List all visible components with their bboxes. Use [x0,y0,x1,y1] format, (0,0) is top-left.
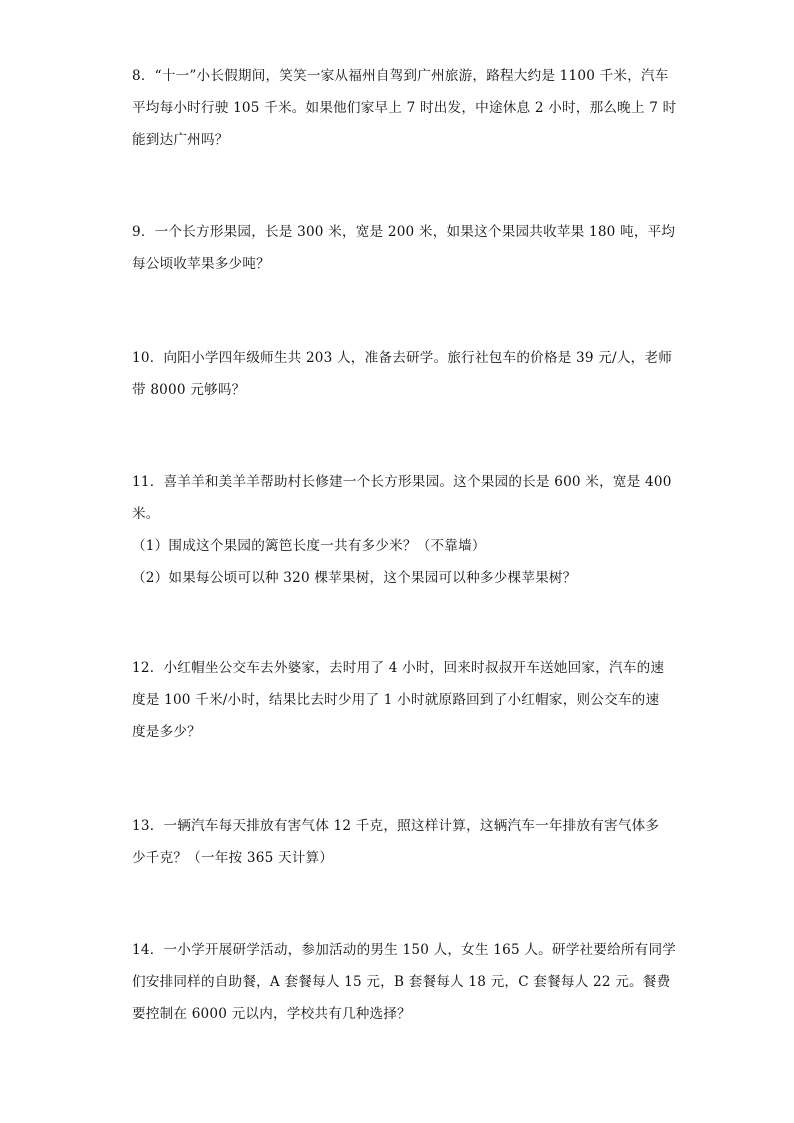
problem-10 [132,342,672,406]
problem-text-line: 少千克？（一年按 365 天计算） [132,850,334,866]
problem-text-line: 每公顷收苹果多少吨？ [132,256,270,272]
problem-text-line: 们安排同样的自助餐，A 套餐每人 15 元，B 套餐每人 18 元，C 套餐每人 22 元。餐费 [132,974,671,990]
problem-11 [132,466,672,594]
problem-14 [132,934,677,1030]
problem-text-line: 度是 100 千米/小时，结果比去时少用了 1 小时就原路回到了小红帽家，则公交车的速 [132,692,660,708]
problem-13 [132,810,664,874]
sub-question-2: （2）如果每公顷可以种 320 棵苹果树，这个果园可以种多少棵苹果树？ [132,570,577,586]
problem-text-line: 米。 [132,506,160,522]
problem-text-line: 13．一辆汽车每天排放有害气体 12 千克，照这样计算，这辆汽车一年排放有害气体多 [132,818,660,834]
problem-text-line: 平均每小时行驶 105 千米。如果他们家早上 7 时出发，中途休息 2 小时，那么晚上 7 时 [132,100,677,116]
problem-text-line: 带 8000 元够吗？ [132,382,246,398]
problem-9 [132,216,676,280]
problem-text-line: 8．“十一”小长假期间，笑笑一家从福州自驾到广州旅游，路程大约是 1100 千米，汽车 [132,68,669,84]
problem-text-line: 11．喜羊羊和美羊羊帮助村长修建一个长方形果园。这个果园的长是 600 米，宽是 400 [132,474,672,490]
problem-text-line: 10．向阳小学四年级师生共 203 人，准备去研学。旅行社包车的价格是 39 元/人，老师 [132,350,672,366]
problem-text-line: 9．一个长方形果园，长是 300 米，宽是 200 米，如果这个果园共收苹果 180 吨，平均 [132,224,676,240]
problem-text-line: 能到达广州吗？ [132,132,229,148]
sub-question-1: （1）围成这个果园的篱笆长度一共有多少米？（不靠墙） [132,538,486,554]
problem-text-line: 14．一小学开展研学活动，参加活动的男生 150 人，女生 165 人。研学社要给所有同学 [132,942,677,958]
problem-text-line: 度是多少？ [132,724,201,740]
problem-12 [132,652,664,748]
problem-8 [132,60,677,156]
problem-text-line: 要控制在 6000 元以内，学校共有几种选择？ [132,1006,411,1022]
problem-text-line: 12．小红帽坐公交车去外婆家，去时用了 4 小时，回来时叔叔开车送她回家，汽车的速 [132,660,665,676]
